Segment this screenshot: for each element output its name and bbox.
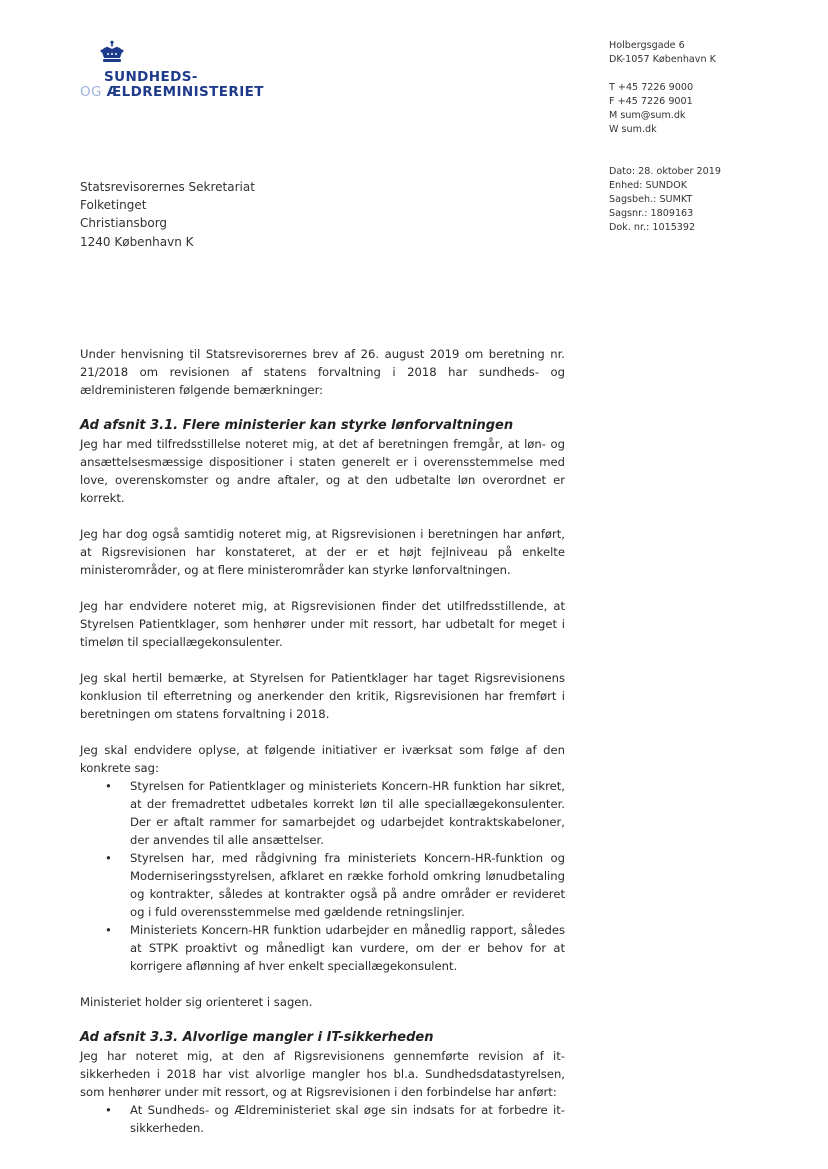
- sender-email: M sum@sum.dk: [609, 110, 686, 121]
- recipient-line: 1240 København K: [80, 234, 194, 249]
- recipient-line: Folketinget: [80, 198, 147, 213]
- bullet-icon: •: [105, 779, 112, 793]
- ministry-logo: [80, 40, 264, 102]
- paragraph: Jeg har noteret mig, at den af Rigsrevisionens gennemførte revision af it-sikkerheden i 2018 har vist alvorlige mangler hos bl.a. Sundhedsdatastyrelsen, som henhører under mit ressort, og at Rigsrevisionen i den forbindelse har anført:: [80, 1049, 565, 1099]
- letter-body: [80, 345, 565, 1137]
- paragraph: Jeg har dog også samtidig noteret mig, at Rigsrevisionen i beretningen har anført, at Rigsrevisionen har konstateret, at der er et højt fejlniveau på enkelte ministerområder, og at flere ministerområder kan styrke lønforvaltningen.: [80, 527, 565, 577]
- sender-block: [609, 39, 814, 235]
- list-item: [80, 777, 565, 849]
- section-heading: Ad afsnit 3.1. Flere ministerier kan styrke lønforvaltningen: [80, 418, 514, 433]
- list-item: [80, 849, 565, 921]
- paragraph: Jeg har med tilfredsstillelse noteret mig, at det af beretningen fremgår, at løn- og ansættelsesmæssige dispositioner i staten generelt er i overensstemmelse med love, overenskomster og andre aftaler, og at den udbetalte løn overordnet er korrekt.: [80, 437, 565, 505]
- recipient-block: [80, 178, 255, 251]
- initiatives-list: [80, 777, 565, 975]
- logo-ministry: ÆLDREMINISTERIET: [106, 84, 264, 100]
- meta-unit: Enhed: SUNDOK: [609, 180, 688, 191]
- crown-icon: [98, 40, 126, 66]
- logo-text-line1: SUNDHEDS-: [104, 69, 198, 85]
- paragraph: Ministeriet holder sig orienteret i sagen.: [80, 995, 313, 1009]
- recipient-line: Christiansborg: [80, 216, 168, 231]
- recipient-line: Statsrevisorernes Sekretariat: [80, 180, 255, 194]
- sender-city: DK-1057 København K: [609, 54, 716, 65]
- intro-paragraph: Under henvisning til Statsrevisorernes brev af 26. august 2019 om beretning nr. 21/2018 om revisionen af statens forvaltning i 2018 har sundheds- og ældreministeren følgende bemærkninger:: [80, 347, 565, 397]
- logo-og: OG: [80, 84, 107, 100]
- meta-case-officer: Sagsbeh.: SUMKT: [609, 194, 693, 205]
- bullet-icon: •: [105, 851, 112, 865]
- sender-web: W sum.dk: [609, 124, 657, 135]
- bullet-icon: •: [105, 923, 112, 937]
- list-item: [80, 921, 565, 975]
- section-heading: Ad afsnit 3.3. Alvorlige mangler i IT-sikkerheden: [80, 1030, 434, 1045]
- list-item-text: Styrelsen har, med rådgivning fra ministeriets Koncern-HR-funktion og Moderniseringsstyrelsen, afklaret en række forhold omkring lønudbetaling og kontrakter, således at kontrakter også på andre områder er revideret og i fuld overensstemmelse med gældende retningslinjer.: [130, 851, 565, 919]
- meta-date: Dato: 28. oktober 2019: [609, 166, 721, 177]
- list-item-text: Ministeriets Koncern-HR funktion udarbejder en månedlig rapport, således at STPK proaktivt og månedligt kan vurdere, om der er behov for at korrigere aflønning af hver enkelt speciallægekonsulent.: [130, 923, 565, 973]
- sender-fax: F +45 7226 9001: [609, 96, 693, 107]
- it-security-list: [80, 1101, 565, 1137]
- bullet-icon: •: [105, 1103, 112, 1117]
- sender-phone: T +45 7226 9000: [609, 82, 694, 93]
- list-item-text: Styrelsen for Patientklager og ministeriets Koncern-HR funktion har sikret, at der fremadrettet udbetales korrekt løn til alle speciallægekonsulenter. Der er aftalt rammer for samarbejdet og udarbejdet kontraktskabeloner, der anvendes til alle ansættelser.: [130, 779, 565, 847]
- logo-text-line2: [80, 84, 264, 100]
- paragraph: Jeg skal hertil bemærke, at Styrelsen for Patientklager har taget Rigsrevisionens konklusion til efterretning og anerkender den kritik, Rigsrevisionen har fremført i beretningen om statens forvaltning i 2018.: [80, 671, 565, 721]
- sender-street: Holbergsgade 6: [609, 40, 685, 51]
- list-item-text: At Sundheds- og Ældreministeriet skal øge sin indsats for at forbedre it-sikkerheden.: [130, 1103, 565, 1135]
- paragraph: Jeg skal endvidere oplyse, at følgende initiativer er iværksat som følge af den konkrete sag:: [80, 743, 565, 775]
- meta-doc-number: Dok. nr.: 1015392: [609, 222, 696, 233]
- list-item: [80, 1101, 565, 1137]
- paragraph: Jeg har endvidere noteret mig, at Rigsrevisionen finder det utilfredsstillende, at Styrelsen Patientklager, som henhører under mit ressort, har udbetalt for meget i timeløn til speciallægekonsulenter.: [80, 599, 565, 649]
- meta-case-number: Sagsnr.: 1809163: [609, 208, 694, 219]
